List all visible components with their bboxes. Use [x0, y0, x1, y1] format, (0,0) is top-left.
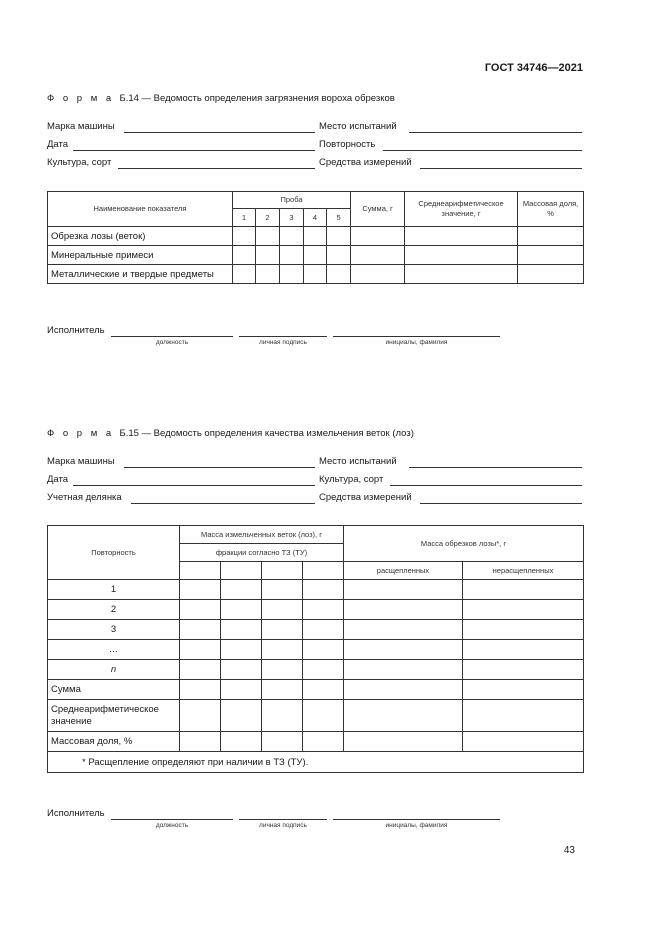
row-label: Металлические и твердые предметы	[48, 265, 233, 284]
table-row	[48, 732, 584, 752]
cell[interactable]	[344, 732, 463, 752]
cell[interactable]	[233, 246, 256, 265]
table-row	[48, 580, 584, 600]
signature-label: Исполнитель	[47, 325, 105, 336]
row-label: Массовая доля, %	[48, 732, 180, 752]
header-name: Наименование показателя	[48, 192, 233, 227]
page-number: 43	[563, 845, 575, 856]
field-label: Повторность	[319, 139, 376, 150]
header-avg: Среднеарифметическое значение, г	[405, 192, 518, 227]
form14-field-place[interactable]	[319, 121, 582, 133]
signature-position-caption: должность	[155, 339, 189, 346]
header-repeat: Повторность	[48, 526, 180, 580]
field-label: Средства измерений	[319, 492, 412, 503]
form14-field-crop[interactable]	[47, 157, 315, 169]
cell[interactable]	[304, 265, 327, 284]
form15-field-place[interactable]	[319, 456, 582, 468]
form15-table	[47, 525, 584, 773]
field-label: Учетная делянка	[47, 492, 122, 503]
field-underline	[73, 139, 315, 151]
cell[interactable]	[344, 600, 463, 620]
row-label: n	[48, 660, 180, 680]
signature-name-caption: инициалы, фамилия	[385, 339, 448, 346]
cell[interactable]	[262, 660, 303, 680]
cell[interactable]	[180, 660, 221, 680]
row-label: Обрезка лозы (веток)	[48, 227, 233, 246]
cell[interactable]	[221, 660, 262, 680]
signature-name-line[interactable]	[333, 808, 500, 820]
table-row	[48, 660, 584, 680]
form14-number: Б.14	[119, 93, 139, 104]
cell[interactable]	[518, 265, 584, 284]
form15-signature	[47, 808, 507, 838]
table-row	[48, 680, 584, 700]
header-sample-1: 1	[233, 209, 256, 227]
signature-sign-line[interactable]	[239, 325, 327, 337]
cell[interactable]	[256, 227, 280, 246]
table-row	[48, 265, 584, 284]
signature-name-caption: инициалы, фамилия	[385, 822, 448, 829]
cell[interactable]	[351, 265, 405, 284]
cell[interactable]	[280, 265, 304, 284]
cell[interactable]	[256, 246, 280, 265]
cell[interactable]	[327, 227, 351, 246]
cell[interactable]	[221, 580, 262, 600]
row-label: Сумма	[48, 680, 180, 700]
header-sample-3: 3	[280, 209, 304, 227]
form14-title-text: — Ведомость определения загрязнения вороха обрезков	[141, 93, 395, 104]
table-row	[48, 620, 584, 640]
cell[interactable]	[180, 620, 221, 640]
signature-sign-line[interactable]	[239, 808, 327, 820]
cell[interactable]	[351, 227, 405, 246]
cell[interactable]	[327, 246, 351, 265]
cell[interactable]	[303, 700, 344, 732]
form14-table	[47, 191, 584, 284]
cell[interactable]	[262, 600, 303, 620]
cell[interactable]	[344, 680, 463, 700]
cell[interactable]	[303, 660, 344, 680]
form15-field-machine[interactable]	[47, 456, 315, 468]
table-footnote-row	[48, 752, 584, 773]
cell[interactable]	[280, 227, 304, 246]
cell[interactable]	[303, 620, 344, 640]
cell[interactable]	[221, 680, 262, 700]
cell[interactable]	[344, 580, 463, 600]
cell[interactable]	[463, 580, 584, 600]
form15-field-measuring[interactable]	[319, 492, 582, 504]
signature-position-line[interactable]	[111, 325, 233, 337]
cell[interactable]	[262, 680, 303, 700]
cell[interactable]	[280, 246, 304, 265]
field-underline	[131, 492, 315, 504]
cell[interactable]	[221, 700, 262, 732]
cell[interactable]	[262, 640, 303, 660]
cell[interactable]	[180, 640, 221, 660]
form15-number: Б.15	[119, 428, 139, 439]
signature-sign-caption: личная подпись	[259, 822, 307, 829]
cell[interactable]	[405, 246, 518, 265]
row-label: 1	[48, 580, 180, 600]
header-sample: Проба	[233, 192, 351, 209]
form14-form-word: Ф о р м а	[47, 93, 115, 104]
cell[interactable]	[303, 640, 344, 660]
table-row	[48, 700, 584, 732]
signature-position-line[interactable]	[111, 808, 233, 820]
cell[interactable]	[221, 640, 262, 660]
header-mass-cuttings: Масса обрезков лозы*, г	[344, 526, 584, 562]
field-underline	[409, 121, 582, 133]
cell[interactable]	[463, 700, 584, 732]
form14-title	[47, 93, 395, 104]
cell[interactable]	[463, 660, 584, 680]
header-sum: Сумма, г	[351, 192, 405, 227]
field-underline	[420, 157, 582, 169]
field-underline	[383, 139, 582, 151]
cell[interactable]	[304, 227, 327, 246]
signature-label: Исполнитель	[47, 808, 105, 819]
header-fraction-cell	[303, 562, 344, 580]
cell[interactable]	[344, 620, 463, 640]
form15-field-date[interactable]	[47, 474, 315, 486]
cell[interactable]	[463, 680, 584, 700]
cell[interactable]	[463, 620, 584, 640]
cell[interactable]	[304, 246, 327, 265]
field-underline	[73, 474, 315, 486]
cell[interactable]	[344, 660, 463, 680]
cell[interactable]	[463, 732, 584, 752]
header-fraction-cell	[180, 562, 221, 580]
form14-field-repeat[interactable]	[319, 139, 582, 151]
field-underline	[124, 121, 315, 133]
field-label: Средства измерений	[319, 157, 412, 168]
cell[interactable]	[303, 580, 344, 600]
header-sample-4: 4	[304, 209, 327, 227]
cell[interactable]	[463, 640, 584, 660]
cell[interactable]	[180, 700, 221, 732]
cell[interactable]	[221, 620, 262, 640]
field-label: Дата	[47, 139, 69, 150]
row-label: Минеральные примеси	[48, 246, 233, 265]
header-mass-chopped: Масса измельченных веток (лоз), г	[180, 526, 344, 544]
header-sample-5: 5	[327, 209, 351, 227]
table-row	[48, 246, 584, 265]
row-label: Среднеарифметическое значение	[48, 700, 180, 732]
cell[interactable]	[233, 265, 256, 284]
cell[interactable]	[463, 600, 584, 620]
field-label: Марка машины	[47, 456, 115, 467]
cell[interactable]	[221, 732, 262, 752]
form14-signature	[47, 325, 507, 355]
form15-title	[47, 428, 414, 439]
header-unsplit: нерасщепленных	[463, 562, 584, 580]
form14-field-measuring[interactable]	[319, 157, 582, 169]
field-label: Культура, сорт	[319, 474, 384, 485]
signature-position-caption: должность	[155, 822, 189, 829]
cell[interactable]	[518, 227, 584, 246]
cell[interactable]	[303, 600, 344, 620]
cell[interactable]	[262, 700, 303, 732]
cell[interactable]	[262, 732, 303, 752]
form14-field-machine[interactable]	[47, 121, 315, 133]
cell[interactable]	[180, 680, 221, 700]
field-label: Место испытаний	[319, 121, 397, 132]
cell[interactable]	[221, 600, 262, 620]
cell[interactable]	[180, 600, 221, 620]
table-row	[48, 227, 584, 246]
cell[interactable]	[405, 265, 518, 284]
row-label: 2	[48, 600, 180, 620]
form14-field-date[interactable]	[47, 139, 315, 151]
row-label: 3	[48, 620, 180, 640]
form15-field-crop[interactable]	[319, 474, 582, 486]
table-row	[48, 600, 584, 620]
cell[interactable]	[256, 265, 280, 284]
field-label: Культура, сорт	[47, 157, 112, 168]
field-label: Дата	[47, 474, 69, 485]
cell[interactable]	[233, 227, 256, 246]
header-fraction-cell	[221, 562, 262, 580]
cell[interactable]	[405, 227, 518, 246]
cell[interactable]	[180, 580, 221, 600]
table-footnote: * Расщепление определяют при наличии в ТЗ (ТУ).	[48, 752, 584, 773]
form15-field-plot[interactable]	[47, 492, 315, 504]
form15-form-word: Ф о р м а	[47, 428, 115, 439]
signature-sign-caption: личная подпись	[259, 339, 307, 346]
document-code: ГОСТ 34746—2021	[484, 62, 583, 74]
field-label: Марка машины	[47, 121, 115, 132]
row-label: …	[48, 640, 180, 660]
field-underline	[124, 456, 315, 468]
table-row	[48, 640, 584, 660]
form15-title-text: — Ведомость определения качества измельчения веток (лоз)	[141, 428, 414, 439]
cell[interactable]	[327, 265, 351, 284]
field-underline	[390, 474, 582, 486]
cell[interactable]	[344, 640, 463, 660]
cell[interactable]	[344, 700, 463, 732]
cell[interactable]	[303, 732, 344, 752]
cell[interactable]	[262, 620, 303, 640]
header-split: расщепленных	[344, 562, 463, 580]
field-underline	[420, 492, 582, 504]
cell[interactable]	[180, 732, 221, 752]
cell[interactable]	[351, 246, 405, 265]
field-underline	[118, 157, 315, 169]
field-label: Место испытаний	[319, 456, 397, 467]
header-fraction-cell	[262, 562, 303, 580]
cell[interactable]	[518, 246, 584, 265]
cell[interactable]	[262, 580, 303, 600]
cell[interactable]	[303, 680, 344, 700]
header-mass: Массовая доля, %	[518, 192, 584, 227]
header-sample-2: 2	[256, 209, 280, 227]
signature-name-line[interactable]	[333, 325, 500, 337]
field-underline	[409, 456, 582, 468]
header-fractions: фракции согласно ТЗ (ТУ)	[180, 544, 344, 562]
